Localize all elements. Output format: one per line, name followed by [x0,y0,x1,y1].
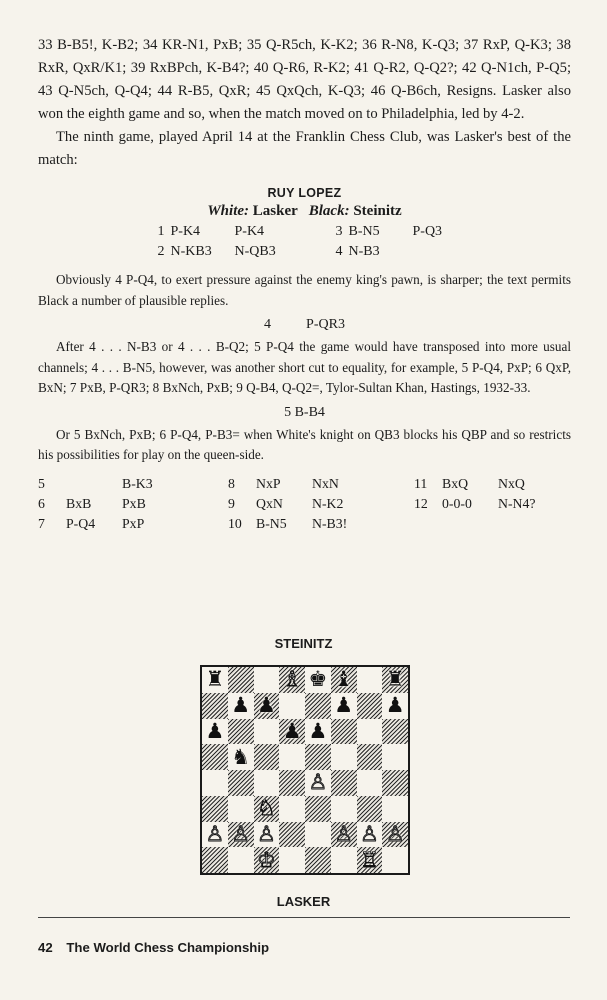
board-square [357,744,383,770]
page-footer [38,940,269,955]
move-entry: 5 B-K3 [38,475,153,491]
board-square [382,667,408,693]
diagram-bottom-label: LASKER [276,894,331,909]
black-pawn-icon: ♟ [282,718,302,743]
board-square [305,744,331,770]
board-square [254,847,280,873]
board-square [202,667,228,693]
board-square [254,667,280,693]
white-rook-icon: ♖ [359,847,379,872]
white-pawn-icon: ♙ [256,821,276,846]
black-label: Black: [308,203,350,219]
board-square [228,796,254,822]
board-square [357,719,383,745]
board-square [305,822,331,848]
move-entry: 8 NxP NxN [228,475,339,491]
board-square [382,719,408,745]
white-name: Lasker [252,203,298,219]
board-square [279,667,305,693]
board-square [357,770,383,796]
move-entry: 9 QxN N-K2 [228,495,344,511]
board-square [305,770,331,796]
board-square [331,667,357,693]
board-square [202,744,228,770]
board-square [279,770,305,796]
board-square [228,667,254,693]
black-pawn-icon: ♟ [205,718,225,743]
move-5-line: 5 B-B4 [284,404,325,420]
opening-moves-row-2 [38,242,571,262]
move: 4 N-B3 [335,244,380,259]
board-square [254,719,280,745]
opening-title: RUY LOPEZ [267,186,342,200]
move-entry: 10 B-N5 N-B3! [228,515,348,531]
board-square [202,693,228,719]
black-pawn-icon: ♟ [385,693,405,718]
black-pawn-icon: ♟ [256,693,276,718]
board-square [331,822,357,848]
board-square [228,847,254,873]
board-square [331,693,357,719]
board-square [202,822,228,848]
board-square [382,847,408,873]
board-square [279,822,305,848]
move-entry: 11 BxQ NxQ [414,475,525,491]
black-pawn-icon: ♟ [231,693,251,718]
board-square [305,719,331,745]
move: 1 P-K4 P-K4 [157,224,265,239]
board-square [382,822,408,848]
board-square [279,796,305,822]
board-square [382,693,408,719]
black-bishop-icon: ♝ [334,667,354,692]
board-square [202,847,228,873]
board-square [305,667,331,693]
black-knight-icon: ♞ [231,744,251,769]
board-square [305,693,331,719]
book-title: The World Chess Championship [66,940,270,955]
moves-table [38,474,571,534]
board-square [254,822,280,848]
board-square [202,796,228,822]
white-pawn-icon: ♙ [385,821,405,846]
paragraph-2: The ninth game, played April 14 at the Franklin Chess Club, was Lasker's best of the match: [38,129,571,168]
chess-board [202,667,408,873]
diagram-top-label: STEINITZ [274,636,333,651]
opening-moves-row-1 [38,222,571,242]
move-4-line: 4 P-QR3 [264,317,345,332]
board-square [357,822,383,848]
black-rook-icon: ♜ [385,667,405,692]
paragraph-1: 33 B-B5!, K-B2; 34 KR-N1, PxB; 35 Q-R5ch, K-K2; 36 R-N8, K-Q3; 37 RxP, Q-K3; 38 RxR, QxR/K1; 39 RxBPch, K-B4?; 40 Q-R6, R-K2; 41 Q-R2, Q-Q2?; 42 Q-N1ch, P-Q5; 43 Q-N5ch, Q-Q4; 44 R-B5, QxR; 45 QxQch, K-Q3; 46 Q-B6ch, Resigns. Lasker also won the eighth game and so, when the match moved on to Philadelphia, led by 4-2. [38,37,571,122]
board-square [331,719,357,745]
board-square [357,796,383,822]
black-rook-icon: ♜ [205,667,225,692]
board-square [279,744,305,770]
board-square [254,693,280,719]
paragraph-5: Or 5 BxNch, PxB; 6 P-Q4, P-B3= when White's knight on QB3 blocks his QBP and so restricts his possibilities for play on the queen-side. [38,426,571,462]
board-square [228,693,254,719]
white-king-icon: ♔ [256,847,276,872]
white-pawn-icon: ♙ [205,821,225,846]
move-entry: 7 P-Q4 PxP [38,515,145,531]
board-square [228,719,254,745]
board-square [331,796,357,822]
board-square [382,770,408,796]
board-square [254,744,280,770]
footer-rule [38,917,570,918]
black-name: Steinitz [353,203,402,219]
white-pawn-icon: ♙ [359,821,379,846]
black-pawn-icon: ♟ [308,718,328,743]
white-bishop-icon: ♗ [282,667,302,692]
board-square [202,770,228,796]
black-pawn-icon: ♟ [334,693,354,718]
board-square [202,719,228,745]
board-square [279,847,305,873]
page-number: 42 [38,940,53,955]
paragraph-3: Obviously 4 P-Q4, to exert pressure against the enemy king's pawn, is sharper; the text permits Black a number of plausible replies. [38,272,571,308]
move-entry: 6 BxB PxB [38,495,146,511]
board-square [357,693,383,719]
board-square [279,693,305,719]
board-square [279,719,305,745]
players-line [38,203,571,220]
page-body [38,34,571,534]
chess-diagram [200,665,410,875]
white-label: White: [207,203,250,219]
board-square [331,744,357,770]
board-square [254,796,280,822]
move: 2 N-KB3 N-QB3 [157,244,276,259]
board-square [305,796,331,822]
move-entry: 12 0-0-0 N-N4? [414,495,536,511]
white-pawn-icon: ♙ [334,821,354,846]
white-pawn-icon: ♙ [308,770,328,795]
board-square [228,770,254,796]
board-square [331,770,357,796]
board-square [382,744,408,770]
black-king-icon: ♚ [308,667,328,692]
board-square [254,770,280,796]
board-square [305,847,331,873]
board-square [228,744,254,770]
white-knight-icon: ♘ [256,796,276,821]
paragraph-4: After 4 . . . N-B3 or 4 . . . B-Q2; 5 P-Q4 the game would have transposed into more usual channels; 4 . . . B-N5, however, was another short cut to equality, for example, 5 P-Q4, PxP; 6 QxP, BxN; 7 PxB, P-QR3; 8 BxNch, PxB; 9 Q-B4, Q-Q2=, Tylor-Sultan Khan, Hastings, 1932-33. [38,339,571,395]
board-square [357,847,383,873]
white-pawn-icon: ♙ [231,821,251,846]
board-square [382,796,408,822]
move: 3 B-N5 P-Q3 [335,224,443,239]
board-square [357,667,383,693]
board-square [331,847,357,873]
move-entry [414,514,571,534]
board-square [228,822,254,848]
opening-moves [38,222,571,262]
